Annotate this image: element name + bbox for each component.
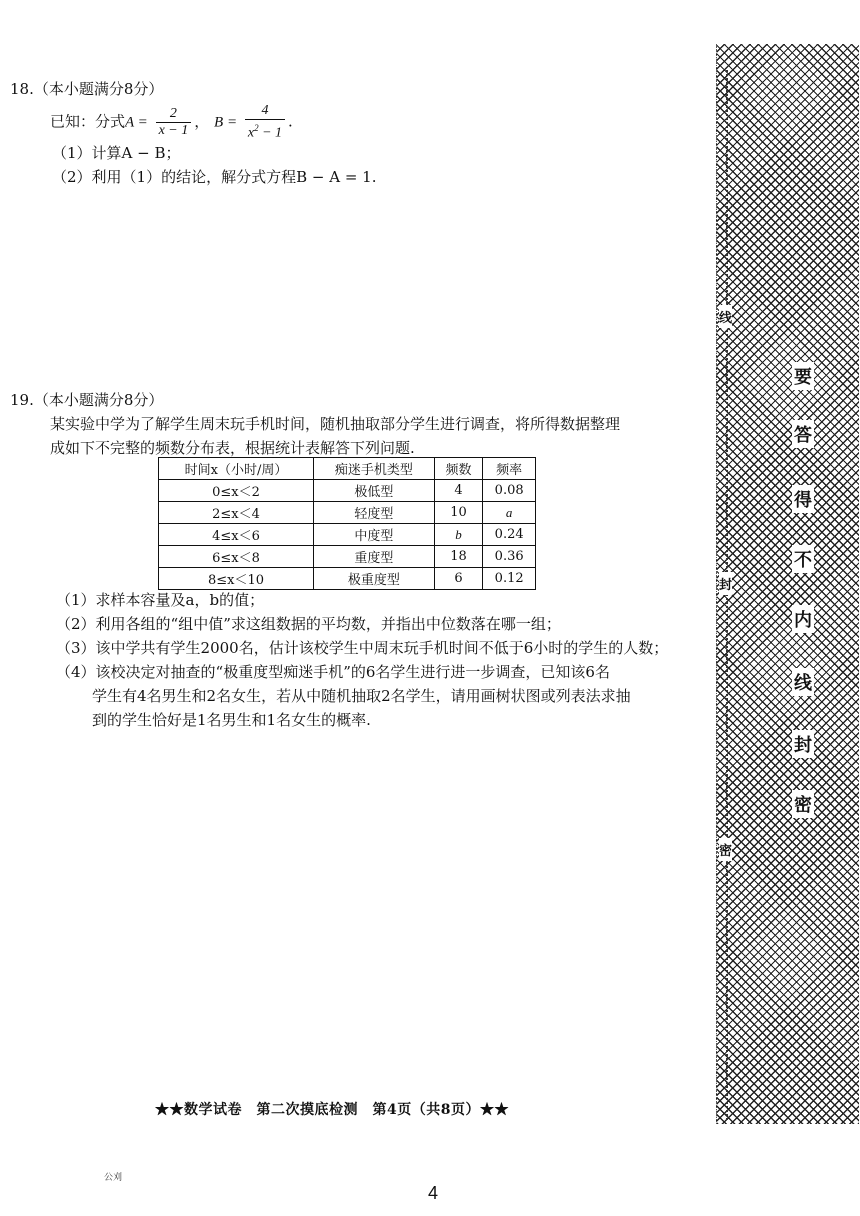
- table-header-cell: 频率: [483, 458, 536, 480]
- binding-char-line: 线: [719, 305, 732, 328]
- page-footer: ★★数学试卷 第二次摸底检测 第4页（共8页）★★: [155, 1102, 509, 1118]
- q19-intro-line1: 某实验中学为了解学生周末玩手机时间，随机抽取部分学生进行调查，将所得数据整理: [50, 415, 621, 433]
- table-row: [159, 546, 536, 568]
- q19-intro-line2: 成如下不完整的频数分布表，根据统计表解答下列问题.: [50, 439, 415, 457]
- table-cell: 0.08: [483, 480, 536, 502]
- warning-char: 内: [792, 605, 814, 633]
- q18-given: [50, 103, 293, 142]
- q19-part4-line3: 到的学生恰好是1名男生和1名女生的概率.: [92, 711, 371, 729]
- warning-char: 要: [792, 362, 814, 390]
- table-cell: 6: [434, 568, 483, 590]
- binding-char-secret: 密: [719, 838, 732, 861]
- q18-end: .: [288, 112, 293, 131]
- warning-char: 密: [792, 790, 814, 818]
- table-cell: a: [483, 502, 536, 524]
- q18-part2: （2）利用（1）的结论，解分式方程B − A = 1.: [52, 168, 377, 186]
- warning-char: 得: [792, 485, 814, 513]
- table-cell: 6≤x＜8: [159, 546, 314, 568]
- table-header-row: [159, 458, 536, 480]
- warning-char: 线: [792, 668, 814, 696]
- table-cell: 0.36: [483, 546, 536, 568]
- q18-part1: （1）计算A − B；: [52, 144, 181, 162]
- binding-char-seal: 封: [719, 572, 732, 595]
- q18-b-label: B =: [214, 114, 238, 131]
- table-cell: 极低型: [314, 480, 435, 502]
- table-row: [159, 502, 536, 524]
- q18-b-fraction: [245, 103, 285, 142]
- table-cell: 0.24: [483, 524, 536, 546]
- table-row: [159, 480, 536, 502]
- table-cell: 4≤x＜6: [159, 524, 314, 546]
- stamp-mark: 公刈: [104, 1173, 123, 1183]
- q18-a-numerator: 2: [169, 105, 177, 121]
- q18-a-label: A =: [125, 114, 148, 131]
- table-cell: 2≤x＜4: [159, 502, 314, 524]
- table-row: [159, 524, 536, 546]
- table-cell: 0.12: [483, 568, 536, 590]
- page-number: 4: [428, 1183, 439, 1203]
- table-cell: 8≤x＜10: [159, 568, 314, 590]
- table-cell: 18: [434, 546, 483, 568]
- q19-part4-line2: 学生有4名男生和2名女生，若从中随机抽取2名学生，请用画树状图或列表法求抽: [92, 687, 631, 705]
- q19-part4-line1: （4）该校决定对抽查的“极重度型痴迷手机”的6名学生进行进一步调查，已知该6名: [56, 663, 610, 681]
- table-cell: 4: [434, 480, 483, 502]
- table-header-cell: 频数: [434, 458, 483, 480]
- table-cell: 极重度型: [314, 568, 435, 590]
- q19-header: 19.（本小题满分8分）: [10, 391, 164, 409]
- warning-char: 答: [792, 420, 814, 448]
- table-cell: 中度型: [314, 524, 435, 546]
- table-cell: 轻度型: [314, 502, 435, 524]
- warning-char: 封: [792, 730, 814, 758]
- q18-separator: ，: [194, 112, 210, 131]
- q18-header: 18.（本小题满分8分）: [10, 80, 164, 98]
- q19-part3: （3）该中学共有学生2000名，估计该校学生中周末玩手机时间不低于6小时的学生的人数；: [56, 639, 669, 657]
- table-header-cell: 时间x（小时/周）: [159, 458, 314, 480]
- q18-a-denominator: x − 1: [156, 122, 192, 139]
- q18-b-denominator: $x^2 - 1$: [245, 119, 285, 142]
- warning-char: 不: [792, 545, 814, 573]
- table-cell: 10: [434, 502, 483, 524]
- q18-a-fraction: [156, 106, 192, 139]
- table-cell: 重度型: [314, 546, 435, 568]
- table-cell: b: [434, 524, 483, 546]
- q19-part1: （1）求样本容量及a，b的值；: [56, 591, 265, 609]
- sealing-dotted-line: [726, 70, 729, 1120]
- frequency-table: [158, 457, 536, 590]
- q19-part2: （2）利用各组的“组中值”求这组数据的平均数，并指出中位数落在哪一组；: [56, 615, 561, 633]
- table-cell: 0≤x＜2: [159, 480, 314, 502]
- binding-margin-hatch: [716, 44, 859, 1124]
- q18-given-prefix: 已知：分式: [50, 112, 126, 131]
- table-header-cell: 痴迷手机类型: [314, 458, 435, 480]
- q18-b-numerator: 4: [261, 103, 269, 118]
